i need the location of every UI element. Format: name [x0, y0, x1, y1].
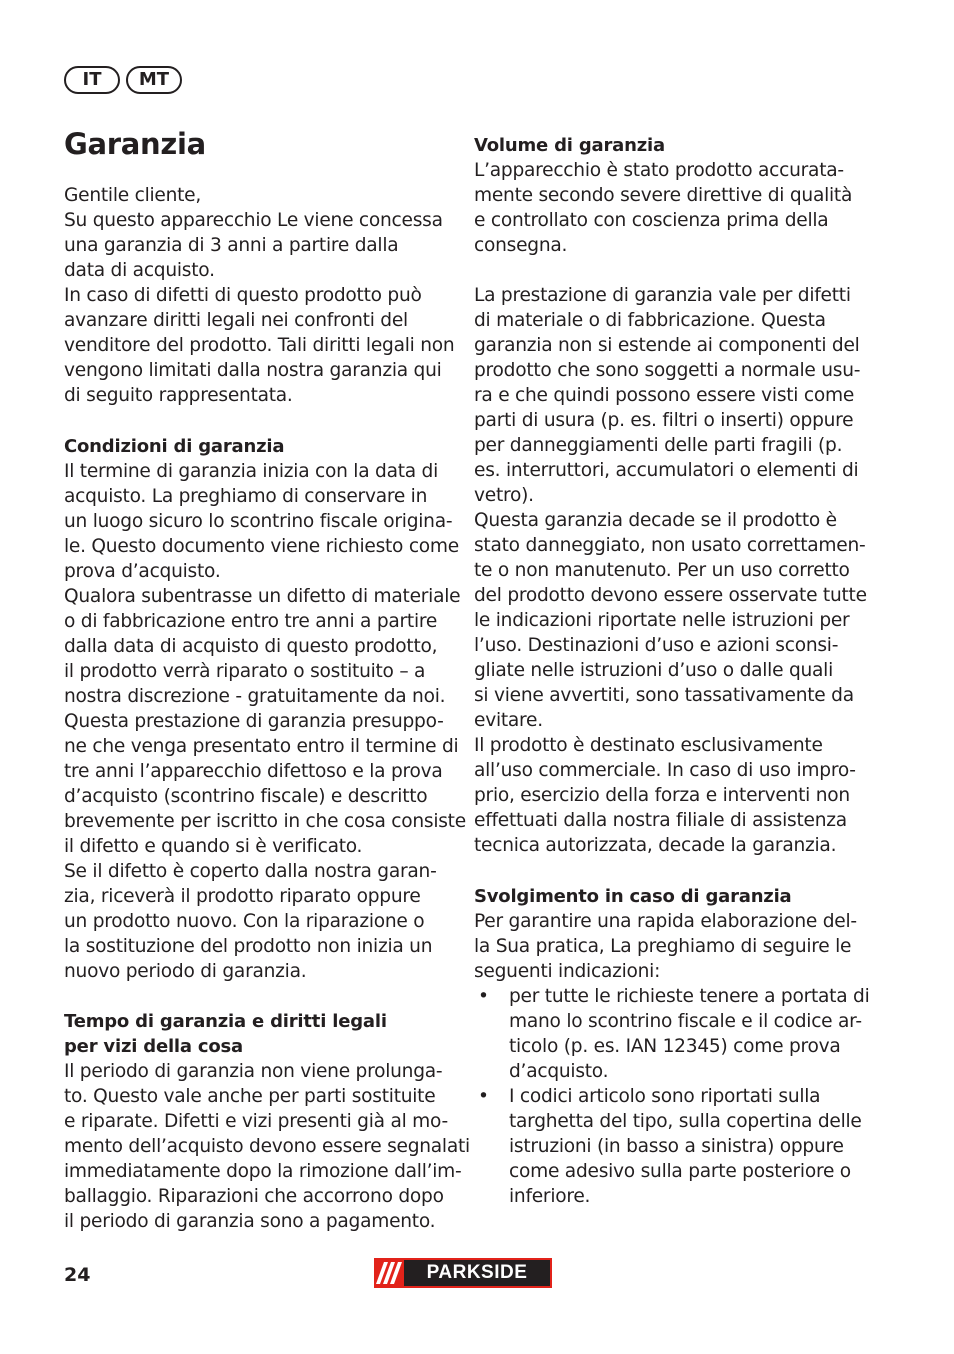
body-text-line: La prestazione di garanzia vale per difetti	[474, 285, 851, 306]
body-text-line: un prodotto nuovo. Con la riparazione o	[64, 911, 425, 932]
body-text-line: la sostituzione del prodotto non inizia un	[64, 936, 433, 957]
list-item-text: I codici articolo sono riportati sulla	[509, 1086, 821, 1107]
body-text-line: nuovo periodo di garanzia.	[64, 961, 307, 982]
body-text-line: all’uso commerciale. In caso di uso impro-	[474, 760, 856, 781]
body-text-line: brevemente per iscritto in che cosa consiste	[64, 811, 466, 832]
body-text-line: Questa prestazione di garanzia presuppo-	[64, 711, 444, 732]
list-item-text: ticolo (p. es. IAN 12345) come prova	[509, 1036, 841, 1057]
body-text-line: Il prodotto è destinato esclusivamente	[474, 735, 823, 756]
body-text-line: avanzare diritti legali nei confronti del	[64, 310, 408, 331]
body-text-line: dalla data di acquisto di questo prodotto,	[64, 636, 438, 657]
body-text-line: venditore del prodotto. Tali diritti legali non	[64, 335, 455, 356]
body-text-line: vengono limitati dalla nostra garanzia qui	[64, 360, 442, 381]
body-text-line: di seguito rappresentata.	[64, 385, 293, 406]
body-text-line: effettuati dalla nostra filiale di assistenza	[474, 810, 847, 831]
body-text-line: te o non manutenuto. Per un uso corretto	[474, 560, 850, 581]
body-text-line: del prodotto devono essere osservate tutte	[474, 585, 867, 606]
section-heading: Condizioni di garanzia	[64, 436, 285, 457]
section-heading: Tempo di garanzia e diritti legali	[64, 1011, 387, 1032]
list-item-text: d’acquisto.	[509, 1061, 609, 1082]
body-text-line: o di fabbricazione entro tre anni a partire	[64, 611, 438, 632]
body-text-line: il prodotto verrà riparato o sostituito – a	[64, 661, 426, 682]
body-text-line: si viene avvertiti, sono tassativamente da	[474, 685, 854, 706]
body-text-line: In caso di difetti di questo prodotto può	[64, 285, 422, 306]
body-text-line: Su questo apparecchio Le viene concessa	[64, 210, 443, 231]
body-text-line: Questa garanzia decade se il prodotto è	[474, 510, 837, 531]
body-text-line: Qualora subentrasse un difetto di materiale	[64, 586, 461, 607]
body-text-line: data di acquisto.	[64, 260, 215, 281]
page-title: Garanzia	[64, 127, 206, 161]
body-text-line: garanzia non si estende ai componenti del	[474, 335, 860, 356]
language-badge-mt: MT	[126, 66, 182, 94]
body-text-line: consegna.	[474, 235, 568, 256]
bullet-icon: •	[478, 986, 489, 1007]
body-text-line: Il periodo di garanzia non viene prolunga-	[64, 1061, 443, 1082]
logo-stripes-icon	[380, 1262, 398, 1284]
list-item-text: per tutte le richieste tenere a portata di	[509, 986, 870, 1007]
body-text-line: d’acquisto (scontrino fiscale) e descritto	[64, 786, 428, 807]
body-text-line: zia, riceverà il prodotto riparato oppure	[64, 886, 421, 907]
body-text-line: l’uso. Destinazioni d’uso e azioni sconsi-	[474, 635, 839, 656]
body-text-line: stato danneggiato, non usato correttamen-	[474, 535, 866, 556]
body-text-line: prio, esercizio della forza e interventi non	[474, 785, 850, 806]
body-text-line: nostra discrezione - gratuitamente da noi.	[64, 686, 446, 707]
body-text-line: Il termine di garanzia inizia con la data di	[64, 461, 439, 482]
body-text-line: vetro).	[474, 485, 534, 506]
page-number: 24	[64, 1264, 91, 1286]
body-text-line: prova d’acquisto.	[64, 561, 221, 582]
body-text-line: ballaggio. Riparazioni che accorrono dopo	[64, 1186, 444, 1207]
body-text-line: L’apparecchio è stato prodotto accurata-	[474, 160, 844, 181]
body-text-line: tecnica autorizzata, decade la garanzia.	[474, 835, 837, 856]
list-item-text: come adesivo sulla parte posteriore o	[509, 1161, 851, 1182]
logo-wordmark: PARKSIDE	[404, 1260, 550, 1286]
body-text-line: immediatamente dopo la rimozione dall’im-	[64, 1161, 462, 1182]
language-badge-it: IT	[64, 66, 120, 94]
list-item-text: istruzioni (in basso a sinistra) oppure	[509, 1136, 844, 1157]
body-text-line: parti di usura (p. es. filtri o inserti) oppure	[474, 410, 854, 431]
body-text-line: una garanzia di 3 anni a partire dalla	[64, 235, 399, 256]
body-text-line: un luogo sicuro lo scontrino fiscale origina-	[64, 511, 453, 532]
language-badges	[64, 66, 182, 94]
body-text-line: di materiale o di fabbricazione. Questa	[474, 310, 826, 331]
body-text-line: le indicazioni riportate nelle istruzioni per	[474, 610, 850, 631]
body-text-line: e controllato con coscienza prima della	[474, 210, 829, 231]
body-text-line: il periodo di garanzia sono a pagamento.	[64, 1211, 436, 1232]
body-text-line: ra e che quindi possono essere visti come	[474, 385, 855, 406]
body-text-line: e riparate. Difetti e vizi presenti già al mo-	[64, 1111, 448, 1132]
body-text-line: evitare.	[474, 710, 543, 731]
body-text-line: il difetto e quando si è verificato.	[64, 836, 363, 857]
body-text-line: Se il difetto è coperto dalla nostra garan-	[64, 861, 437, 882]
body-text-line: to. Questo vale anche per parti sostituite	[64, 1086, 436, 1107]
body-text-line: la Sua pratica, La preghiamo di seguire le	[474, 936, 852, 957]
body-text-line: Gentile cliente,	[64, 185, 202, 206]
body-text-line: es. interruttori, accumulatori o elementi di	[474, 460, 859, 481]
section-heading: Volume di garanzia	[474, 135, 665, 156]
body-text-line: mento dell’acquisto devono essere segnalati	[64, 1136, 470, 1157]
section-heading: per vizi della cosa	[64, 1036, 243, 1057]
body-text-line: prodotto che sono soggetti a normale usu-	[474, 360, 861, 381]
body-text-line: per danneggiamenti delle parti fragili (p.	[474, 435, 843, 456]
body-text-line: le. Questo documento viene richiesto come	[64, 536, 459, 557]
section-heading: Svolgimento in caso di garanzia	[474, 886, 792, 907]
body-text-line: ne che venga presentato entro il termine di	[64, 736, 459, 757]
body-text-line: Per garantire una rapida elaborazione del-	[474, 911, 857, 932]
body-text-line: tre anni l’apparecchio difettoso e la prova	[64, 761, 443, 782]
list-item-text: mano lo scontrino fiscale e il codice ar-	[509, 1011, 862, 1032]
body-text-line: mente secondo severe direttive di qualità	[474, 185, 853, 206]
bullet-icon: •	[478, 1086, 489, 1107]
list-item-text: targhetta del tipo, sulla copertina delle	[509, 1111, 862, 1132]
body-text-line: acquisto. La preghiamo di conservare in	[64, 486, 428, 507]
list-item-text: inferiore.	[509, 1186, 591, 1207]
body-text-line: seguenti indicazioni:	[474, 961, 661, 982]
body-text-line: gliate nelle istruzioni d’uso o dalle quali	[474, 660, 834, 681]
parkside-logo	[374, 1258, 552, 1288]
